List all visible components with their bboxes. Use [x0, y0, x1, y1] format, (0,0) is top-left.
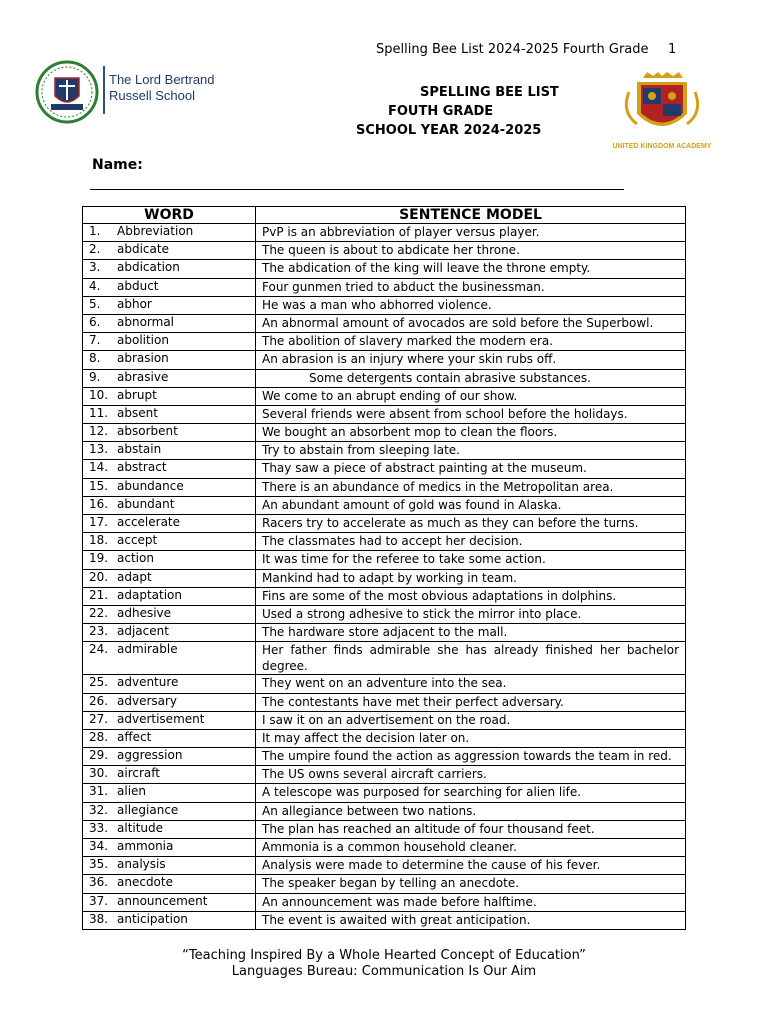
table-row — [83, 369, 686, 387]
row-number: 6. — [89, 314, 101, 329]
sentence-cell: An abrasion is an injury where your skin rubs off. — [256, 351, 686, 369]
word-cell — [83, 875, 256, 893]
name-input-line[interactable] — [90, 189, 624, 190]
word-cell — [83, 405, 256, 423]
word-text: aggression — [117, 748, 183, 763]
row-number: 5. — [89, 296, 101, 311]
word-text: abundance — [117, 478, 184, 493]
page-number: 1 — [668, 42, 677, 57]
word-cell — [83, 242, 256, 260]
sentence-cell: Try to abstain from sleeping late. — [256, 442, 686, 460]
school-name-line2: Russell School — [109, 88, 195, 103]
word-cell — [83, 278, 256, 296]
table-row — [83, 387, 686, 405]
logo-divider — [103, 66, 105, 114]
sentence-cell: Her father finds admirable she has already finished her bachelor degree. — [256, 642, 686, 675]
table-row — [83, 748, 686, 766]
word-text: allegiance — [117, 802, 179, 817]
row-number: 15. — [89, 478, 109, 493]
row-number: 8. — [89, 351, 101, 366]
uk-academy-crest-icon — [603, 72, 721, 154]
row-number: 3. — [89, 260, 101, 275]
word-cell — [83, 711, 256, 729]
sentence-cell: Fins are some of the most obvious adaptations in dolphins. — [256, 587, 686, 605]
word-text: admirable — [117, 642, 178, 657]
table-row — [83, 711, 686, 729]
row-number: 17. — [89, 515, 109, 529]
table-row — [83, 693, 686, 711]
word-text: abduct — [117, 278, 159, 293]
word-cell — [83, 624, 256, 642]
sentence-cell: The speaker began by telling an anecdote. — [256, 875, 686, 893]
row-number: 24. — [89, 642, 109, 657]
word-text: abundant — [117, 496, 175, 511]
table-row — [83, 784, 686, 802]
word-text: anticipation — [117, 911, 188, 926]
row-number: 38. — [89, 911, 109, 926]
word-cell — [83, 460, 256, 478]
title-line3: SCHOOL YEAR 2024-2025 — [356, 123, 542, 138]
word-cell — [83, 551, 256, 569]
table-row — [83, 802, 686, 820]
row-number: 27. — [89, 711, 109, 726]
word-text: alien — [117, 784, 147, 799]
table-row — [83, 839, 686, 857]
sentence-cell: The US owns several aircraft carriers. — [256, 766, 686, 784]
word-cell — [83, 675, 256, 693]
word-cell — [83, 784, 256, 802]
word-text: anecdote — [117, 875, 173, 890]
row-number: 33. — [89, 820, 109, 835]
sentence-cell: A telescope was purposed for searching for alien life. — [256, 784, 686, 802]
word-cell — [83, 442, 256, 460]
table-row — [83, 911, 686, 929]
row-number: 18. — [89, 533, 109, 548]
word-text: accept — [117, 533, 158, 548]
sentence-cell: We bought an absorbent mop to clean the floors. — [256, 424, 686, 442]
table-row — [83, 729, 686, 747]
sentence-cell: An abundant amount of gold was found in Alaska. — [256, 496, 686, 514]
word-text: abrupt — [117, 387, 157, 402]
row-number: 9. — [89, 369, 101, 384]
row-number: 7. — [89, 333, 101, 348]
sentence-cell: Several friends were absent from school before the holidays. — [256, 405, 686, 423]
word-cell — [83, 642, 256, 675]
word-cell — [83, 424, 256, 442]
table-row — [83, 242, 686, 260]
sentence-cell: PvP is an abbreviation of player versus player. — [256, 224, 686, 242]
word-text: adjacent — [117, 624, 169, 639]
table-row — [83, 442, 686, 460]
word-text: absorbent — [117, 424, 178, 439]
sentence-cell: The plan has reached an altitude of four thousand feet. — [256, 820, 686, 838]
table-row — [83, 875, 686, 893]
spelling-table — [82, 206, 686, 930]
table-row — [83, 351, 686, 369]
word-cell — [83, 693, 256, 711]
word-text: Abbreviation — [117, 224, 194, 238]
table-row — [83, 278, 686, 296]
sentence-cell: Used a strong adhesive to stick the mirror into place. — [256, 605, 686, 623]
word-text: absent — [117, 405, 158, 420]
footer-tagline: Languages Bureau: Communication Is Our Aim — [231, 964, 537, 979]
table-row — [83, 333, 686, 351]
word-text: altitude — [117, 820, 164, 835]
word-text: adaptation — [117, 587, 182, 602]
row-number: 12. — [89, 424, 109, 439]
table-row — [83, 857, 686, 875]
row-number: 29. — [89, 748, 109, 763]
sentence-cell: Thay saw a piece of abstract painting at the museum. — [256, 460, 686, 478]
sentence-cell: I saw it on an advertisement on the road. — [256, 711, 686, 729]
sentence-cell: An allegiance between two nations. — [256, 802, 686, 820]
row-number: 32. — [89, 802, 109, 817]
table-row — [83, 533, 686, 551]
word-text: abnormal — [117, 314, 175, 329]
word-text: analysis — [117, 857, 166, 872]
row-number: 2. — [89, 242, 101, 257]
word-cell — [83, 260, 256, 278]
sentence-cell: There is an abundance of medics in the Metropolitan area. — [256, 478, 686, 496]
word-text: announcement — [117, 893, 208, 908]
row-number: 25. — [89, 675, 109, 690]
table-row — [83, 424, 686, 442]
sentence-cell: Ammonia is a common household cleaner. — [256, 839, 686, 857]
table-row — [83, 460, 686, 478]
sentence-cell: An abnormal amount of avocados are sold before the Superbowl. — [256, 314, 686, 332]
word-cell — [83, 496, 256, 514]
table-header-row — [83, 207, 686, 224]
word-cell — [83, 314, 256, 332]
row-number: 11. — [89, 405, 109, 420]
school-name-line1: The Lord Bertrand — [109, 72, 215, 87]
title-line1: SPELLING BEE LIST — [420, 85, 559, 100]
row-number: 16. — [89, 496, 109, 511]
word-cell — [83, 369, 256, 387]
word-text: abrasive — [117, 369, 169, 384]
sentence-cell: Some detergents contain abrasive substances. — [256, 369, 686, 387]
sentence-cell: The umpire found the action as aggression towards the team in red. — [256, 748, 686, 766]
word-cell — [83, 857, 256, 875]
word-cell — [83, 820, 256, 838]
table-row — [83, 296, 686, 314]
word-text: adhesive — [117, 605, 172, 620]
sentence-cell: We come to an abrupt ending of our show. — [256, 387, 686, 405]
word-text: abstain — [117, 442, 162, 457]
row-number: 14. — [89, 460, 109, 475]
sentence-cell: The queen is about to abdicate her throne. — [256, 242, 686, 260]
row-number: 28. — [89, 729, 109, 744]
word-text: aircraft — [117, 766, 160, 781]
word-cell — [83, 569, 256, 587]
word-text: adversary — [117, 693, 178, 708]
word-cell — [83, 478, 256, 496]
word-cell — [83, 351, 256, 369]
school-name — [109, 72, 215, 104]
table-row — [83, 587, 686, 605]
header-sentence: SENTENCE MODEL — [256, 207, 686, 224]
row-number: 34. — [89, 839, 109, 853]
word-text: adventure — [117, 675, 179, 690]
word-text: affect — [117, 729, 152, 744]
row-number: 10. — [89, 387, 109, 402]
row-number: 1. — [89, 224, 101, 238]
sentence-cell: They went on an adventure into the sea. — [256, 675, 686, 693]
sentence-cell: Four gunmen tried to abduct the businessman. — [256, 278, 686, 296]
word-text: abrasion — [117, 351, 169, 366]
table-row — [83, 515, 686, 533]
sentence-cell: He was a man who abhorred violence. — [256, 296, 686, 314]
table-row — [83, 569, 686, 587]
table-row — [83, 314, 686, 332]
table-row — [83, 893, 686, 911]
word-text: abstract — [117, 460, 167, 475]
title-line2: FOUTH GRADE — [388, 104, 494, 119]
table-row — [83, 405, 686, 423]
word-text: abdication — [117, 260, 180, 275]
running-header: Spelling Bee List 2024-2025 Fourth Grade — [376, 42, 649, 57]
word-text: abdicate — [117, 242, 169, 257]
word-text: abolition — [117, 333, 169, 348]
table-row — [83, 642, 686, 675]
row-number: 26. — [89, 693, 109, 708]
word-cell — [83, 729, 256, 747]
word-text: action — [117, 551, 154, 566]
table-row — [83, 551, 686, 569]
row-number: 22. — [89, 605, 109, 620]
table-row — [83, 624, 686, 642]
row-number: 23. — [89, 624, 109, 639]
table-row — [83, 478, 686, 496]
sentence-cell: Racers try to accelerate as much as they can before the turns. — [256, 515, 686, 533]
sentence-cell: It was time for the referee to take some action. — [256, 551, 686, 569]
row-number: 35. — [89, 857, 109, 872]
table-row — [83, 605, 686, 623]
sentence-cell: The abdication of the king will leave the throne empty. — [256, 260, 686, 278]
sentence-cell: Analysis were made to determine the cause of his fever. — [256, 857, 686, 875]
row-number: 19. — [89, 551, 109, 566]
word-cell — [83, 911, 256, 929]
word-cell — [83, 839, 256, 857]
row-number: 30. — [89, 766, 109, 781]
header-word: WORD — [83, 207, 256, 224]
row-number: 37. — [89, 893, 109, 908]
word-cell — [83, 515, 256, 533]
sentence-cell: The hardware store adjacent to the mall. — [256, 624, 686, 642]
row-number: 36. — [89, 875, 109, 890]
footer-motto: “Teaching Inspired By a Whole Hearted Concept of Education” — [182, 948, 586, 963]
word-cell — [83, 333, 256, 351]
sentence-cell: The classmates had to accept her decision. — [256, 533, 686, 551]
sentence-cell: The contestants have met their perfect adversary. — [256, 693, 686, 711]
word-cell — [83, 587, 256, 605]
table-row — [83, 820, 686, 838]
word-text: ammonia — [117, 839, 174, 853]
word-text: advertisement — [117, 711, 205, 726]
uk-academy-caption: UNITED KINGDOM ACADEMY — [612, 143, 712, 150]
sentence-cell: An announcement was made before halftime. — [256, 893, 686, 911]
name-label: Name: — [92, 157, 143, 173]
word-text: abhor — [117, 296, 152, 311]
word-cell — [83, 224, 256, 242]
sentence-cell: It may affect the decision later on. — [256, 729, 686, 747]
row-number: 13. — [89, 442, 109, 457]
table-row — [83, 260, 686, 278]
word-text: adapt — [117, 569, 152, 584]
table-row — [83, 496, 686, 514]
word-cell — [83, 605, 256, 623]
word-cell — [83, 766, 256, 784]
word-cell — [83, 893, 256, 911]
table-row — [83, 766, 686, 784]
word-cell — [83, 802, 256, 820]
sentence-cell: The event is awaited with great anticipation. — [256, 911, 686, 929]
table-row — [83, 224, 686, 242]
table-row — [83, 675, 686, 693]
row-number: 20. — [89, 569, 109, 584]
word-text: accelerate — [117, 515, 181, 529]
row-number: 21. — [89, 587, 109, 602]
word-cell — [83, 296, 256, 314]
row-number: 4. — [89, 278, 101, 293]
sentence-cell: Mankind had to adapt by working in team. — [256, 569, 686, 587]
sentence-cell: The abolition of slavery marked the modern era. — [256, 333, 686, 351]
word-cell — [83, 387, 256, 405]
row-number: 31. — [89, 784, 109, 799]
word-cell — [83, 748, 256, 766]
school-crest-icon — [35, 60, 99, 124]
word-cell — [83, 533, 256, 551]
